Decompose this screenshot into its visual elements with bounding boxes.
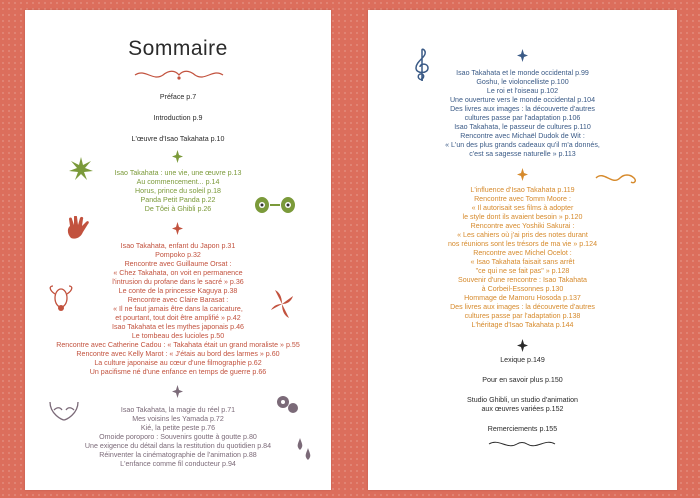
leaves-icon — [269, 288, 295, 320]
toc-entry[interactable]: « Il autorisait ses films à adopter — [471, 204, 574, 212]
toc-entry[interactable]: Mes voisins les Yamada p.72 — [132, 415, 224, 423]
toc-entry[interactable]: Pour en savoir plus p.150 — [482, 376, 563, 384]
toc-entry[interactable]: Isao Takahata, enfant du Japon p.31 — [120, 242, 236, 250]
toc-entry[interactable]: « Chez Takahata, on voit en permanence — [113, 269, 243, 277]
toc-entry[interactable]: Le conte de la princesse Kaguya p.38 — [118, 287, 238, 295]
star-diamond-icon — [172, 150, 183, 163]
toc-entry[interactable]: Remerciements p.155 — [487, 425, 558, 433]
toc-entry[interactable]: nos réunions sont les trésors de ma vie » p.124 — [447, 240, 598, 248]
left-page — [25, 10, 331, 490]
toc-entry[interactable]: L'héritage d'Isao Takahata p.144 — [471, 321, 574, 329]
toc-entry[interactable]: cultures passe par l'adaptation p.106 — [464, 114, 581, 122]
toc-entry[interactable]: Une ouverture vers le monde occidental p.104 — [449, 96, 596, 104]
toc-entry[interactable]: Rencontre avec Yoshiki Sakurai : — [470, 222, 575, 230]
toc-entry[interactable]: Au commencement... p.14 — [136, 178, 220, 186]
toc-entry[interactable]: cultures passe par l'adaptation p.138 — [464, 312, 581, 320]
toc-entry[interactable]: Rencontre avec Catherine Cadou : « Takahata était un grand moraliste » p.55 — [56, 341, 300, 349]
raindrops-icon — [295, 438, 313, 464]
toc-entry[interactable]: L'œuvre d'Isao Takahata p.10 — [131, 135, 225, 143]
toc-entry[interactable]: Rencontre avec Kelly Marot : « J'étais au bord des larmes » p.60 — [76, 350, 280, 358]
toc-entry[interactable]: "ce qui ne se fait pas" » p.128 — [475, 267, 570, 275]
toc-entry[interactable]: Souvenir d'une rencontre : Isao Takahata — [458, 276, 587, 284]
toc-entry[interactable]: Introduction p.9 — [153, 114, 203, 122]
toc-entry[interactable]: Hommage de Mamoru Hosoda p.137 — [464, 294, 581, 302]
toc-entry[interactable]: Horus, prince du soleil p.18 — [135, 187, 221, 195]
firefly-icon — [49, 284, 73, 312]
toc-entry[interactable]: De Tôei à Ghibli p.26 — [144, 205, 212, 213]
swirl-ornament-icon — [594, 168, 640, 188]
star-diamond-icon — [517, 168, 528, 181]
toc-entry[interactable]: l'intrusion du profane dans le sacré » p.36 — [112, 278, 244, 286]
toc-entry[interactable]: Goshu, le violoncelliste p.100 — [476, 78, 569, 86]
toc-entry[interactable]: Rencontre avec Michaël Dudok de Wit : — [460, 132, 585, 140]
eyes-icon — [254, 196, 296, 214]
toc-entry[interactable]: Panda Petit Panda p.22 — [140, 196, 216, 204]
hand-print-icon — [65, 216, 91, 240]
toc-entry[interactable]: à Corbeil-Essonnes p.130 — [481, 285, 564, 293]
toc-entry[interactable]: Un pacifisme né d'une enfance en temps de guerre p.66 — [89, 368, 267, 376]
toc-entry[interactable]: Studio Ghibli, un studio d'animation — [467, 396, 578, 404]
toc-entry[interactable]: Des livres aux images : la découverte d'autres — [450, 303, 595, 311]
toc-entry[interactable]: Rencontre avec Tomm Moore : — [474, 195, 571, 203]
star-diamond-icon — [517, 49, 528, 62]
flourish-ornament — [131, 66, 227, 84]
toc-entry[interactable]: Kié, la petite peste p.76 — [140, 424, 216, 432]
toc-entry[interactable]: Isao Takahata et le monde occidental p.99 — [456, 69, 589, 77]
star-diamond-icon — [172, 385, 183, 398]
toc-entry[interactable]: « Isao Takahata faisait sans arrêt — [470, 258, 575, 266]
toc-entry[interactable]: « Il ne faut jamais être dans la caricature, — [113, 305, 243, 313]
toc-entry[interactable]: Isao Takahata : une vie, une œuvre p.13 — [114, 169, 242, 177]
toc-entry[interactable]: Pompoko p.32 — [155, 251, 201, 259]
toc-entry[interactable]: Rencontre avec Michel Ocelot : — [473, 249, 572, 257]
toc-entry[interactable]: Rencontre avec Claire Barasat : — [127, 296, 229, 304]
toc-entry[interactable]: La culture japonaise au cœur d'une filmographie p.62 — [94, 359, 262, 367]
page-title: Sommaire — [128, 37, 228, 60]
toc-entry[interactable]: et pourtant, tout doit être amplifié » p.42 — [115, 314, 241, 322]
toc-entry[interactable]: Isao Takahata et les mythes japonais p.46 — [112, 323, 244, 331]
toc-entry[interactable]: Le tombeau des lucioles p.50 — [131, 332, 225, 340]
flourish-ornament — [487, 438, 557, 450]
toc-entry[interactable]: « L'un des plus grands cadeaux qu'il m'a donnés, — [445, 141, 600, 149]
toc-entry[interactable]: Réinventer la cinématographie de l'animation p.88 — [99, 451, 257, 459]
toc-entry[interactable]: Rencontre avec Guillaume Orsat : — [124, 260, 232, 268]
toc-entry[interactable]: Une exigence du détail dans la restitution du quotidien p.84 — [84, 442, 272, 450]
toc-entry[interactable]: Omoide poroporo : Souvenirs goutte à goutte p.80 — [99, 433, 257, 441]
right-page — [368, 10, 677, 490]
toc-entry[interactable]: aux œuvres variées p.152 — [481, 405, 564, 413]
toc-entry[interactable]: Isao Takahata, la magie du réel p.71 — [120, 406, 236, 414]
star-diamond-icon — [517, 339, 528, 352]
toc-entry[interactable]: « Les cahiers où j'ai pris des notes durant — [457, 231, 588, 239]
toc-entry[interactable]: L'influence d'Isao Takahata p.119 — [470, 186, 575, 194]
toc-entry[interactable]: Des livres aux images : la découverte d'autres — [450, 105, 595, 113]
toc-entry[interactable]: Isao Takahata, le passeur de cultures p.110 — [454, 123, 591, 131]
toc-entry[interactable]: Préface p.7 — [159, 93, 197, 101]
toc-entry[interactable]: Le roi et l'oiseau p.102 — [486, 87, 559, 95]
toc-entry[interactable]: c'est sa sagesse naturelle » p.113 — [469, 150, 576, 158]
star-diamond-icon — [172, 222, 183, 235]
toc-entry[interactable]: Lexique p.149 — [500, 356, 545, 364]
toc-entry[interactable]: le style dont ils avaient besoin » p.120 — [462, 213, 583, 221]
toc-entry[interactable]: L'enfance comme fil conducteur p.94 — [120, 460, 236, 468]
